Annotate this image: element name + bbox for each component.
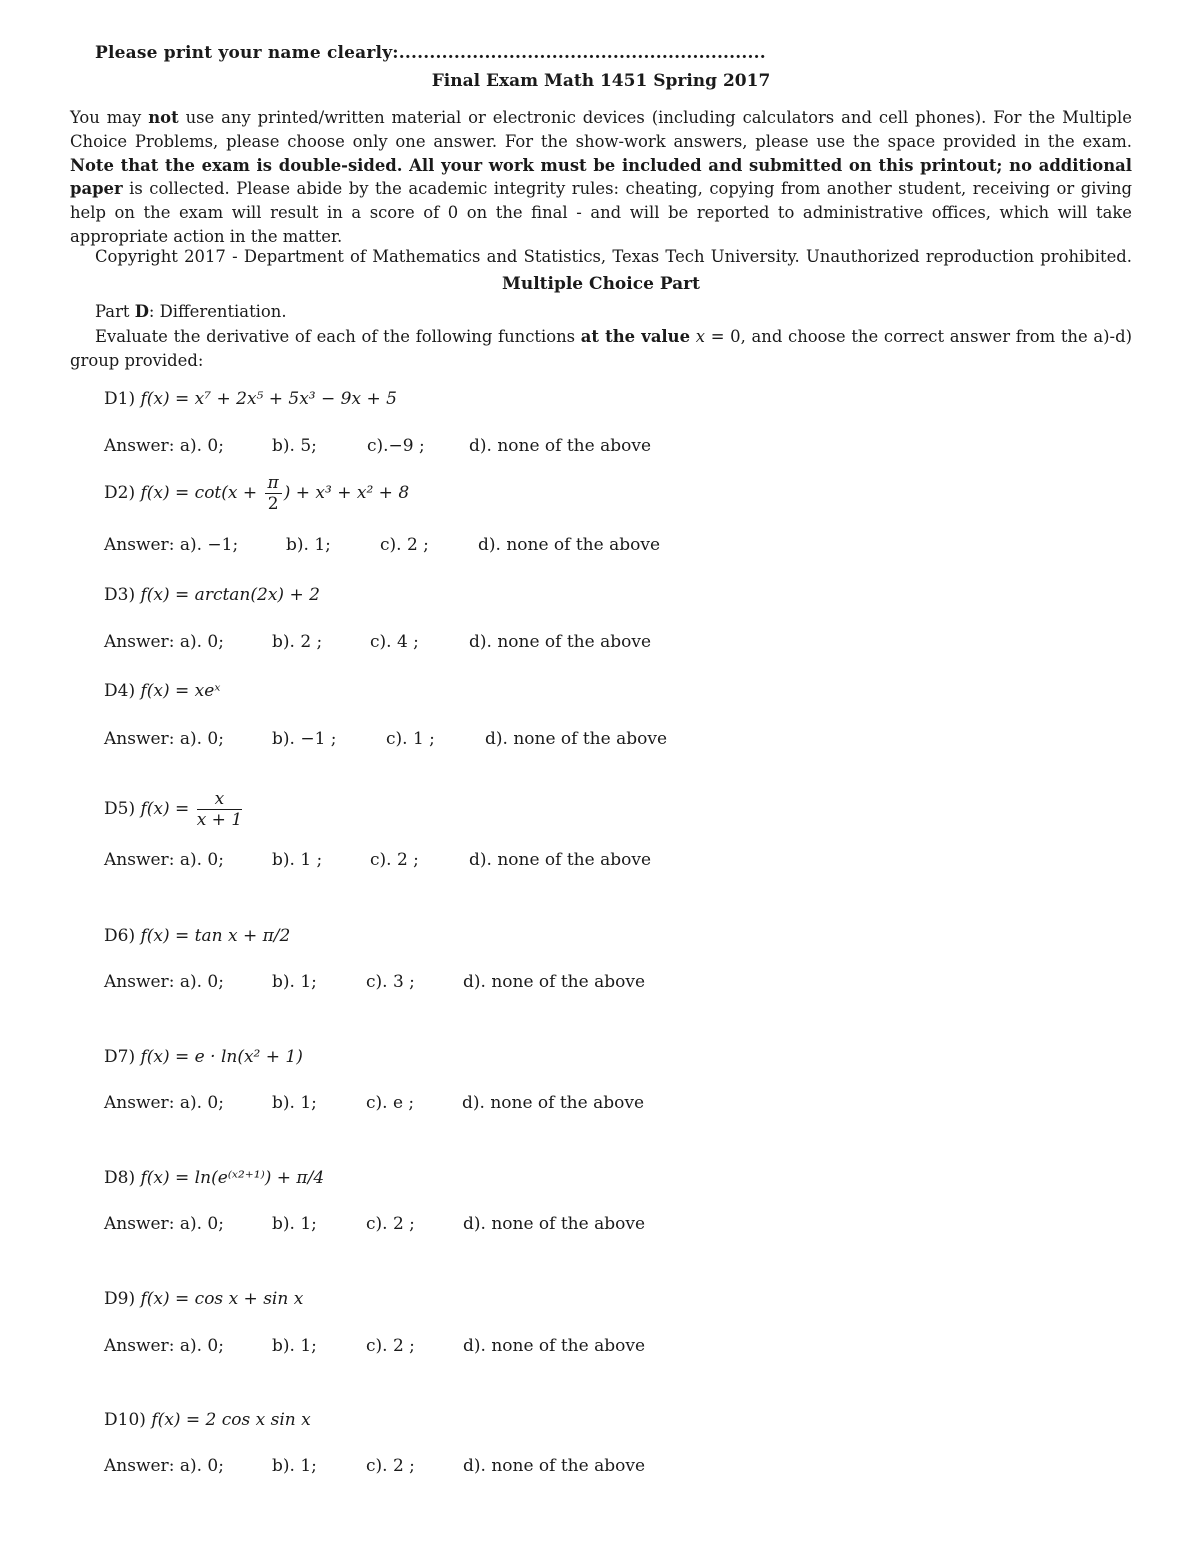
problem-formula: f(x) = e · ln(x² + 1) (140, 1047, 303, 1067)
fraction (197, 790, 242, 829)
problem-formula: f(x) = x⁷ + 2x⁵ + 5x³ − 9x + 5 (140, 389, 397, 409)
answer-option-a[interactable]: Answer: a). −1; (104, 535, 239, 555)
problem-formula: f(x) = 2 cos x sin x (151, 1410, 311, 1430)
answer-option-d[interactable]: d). none of the above (462, 1093, 645, 1113)
problem-d10 (104, 1410, 311, 1430)
answer-option-b[interactable]: b). 1; (272, 1336, 317, 1356)
problem-formula: f(x) = xeˣ (140, 681, 221, 701)
answer-option-c[interactable]: c). 2 ; (366, 1336, 415, 1356)
answer-d10 (104, 1456, 645, 1476)
answer-option-a[interactable]: Answer: a). 0; (104, 1214, 224, 1234)
problem-label: D7) (104, 1047, 136, 1067)
exam-title: Final Exam Math 1451 Spring 2017 (431, 71, 771, 91)
answer-option-d[interactable]: d). none of the above (469, 632, 652, 652)
answer-option-c[interactable]: c). 4 ; (370, 632, 419, 652)
problem-label: D2) (104, 483, 136, 503)
directions-bold: at the value (580, 327, 691, 346)
name-prompt-label: Please print your name clearly: (95, 43, 399, 63)
answer-option-d[interactable]: d). none of the above (463, 1214, 646, 1234)
answer-option-a[interactable]: Answer: a). 0; (104, 1336, 224, 1356)
problem-label: D10) (104, 1410, 146, 1430)
answer-d5 (104, 850, 651, 870)
problem-d8 (104, 1168, 324, 1188)
problem-d5 (104, 790, 244, 829)
fraction-denominator: x + 1 (196, 810, 243, 830)
problem-formula-start: f(x) = (140, 799, 195, 819)
answer-option-b[interactable]: b). −1 ; (272, 729, 337, 749)
directions-text-2: = 0, and choose the correct answer from the a)-d) group provided: (70, 327, 1132, 370)
problem-d9 (104, 1289, 303, 1309)
problem-label: D3) (104, 585, 136, 605)
instructions-text-3: is collected. Please abide by the academic integrity rules: cheating, copying from another student, receiving or giving help on the exam will result in a score of 0 on the final - and will be reported to administrative offices, which will take appropriate action in the matter. (70, 179, 1132, 246)
answer-option-b[interactable]: b). 1; (272, 1456, 317, 1476)
answer-option-b[interactable]: b). 2 ; (272, 632, 323, 652)
answer-option-d[interactable]: d). none of the above (485, 729, 668, 749)
fraction-denominator: 2 (267, 494, 279, 514)
problem-formula-start: f(x) = cot(x + (140, 483, 263, 503)
directions-text: Evaluate the derivative of each of the following functions (95, 327, 581, 346)
answer-option-c[interactable]: c). 2 ; (370, 850, 419, 870)
answer-option-b[interactable]: b). 1; (272, 972, 317, 992)
name-blank-line: ............................................................ (398, 43, 766, 63)
directions-var: x (695, 327, 705, 346)
answer-option-b[interactable]: b). 1; (272, 1214, 317, 1234)
problem-formula: f(x) = ln(e⁽ˣ²⁺¹⁾) + π/4 (140, 1168, 325, 1188)
answer-d1 (104, 436, 651, 456)
copyright-notice: Copyright 2017 - Department of Mathematics and Statistics, Texas Tech University. Unauthorized reproduction prohibited. (95, 247, 1132, 266)
problem-label: D5) (104, 799, 136, 819)
problem-formula: f(x) = cos x + sin x (140, 1289, 304, 1309)
problem-formula: f(x) = tan x + π/2 (140, 926, 291, 946)
problem-label: D1) (104, 389, 136, 409)
fraction-numerator: x (197, 790, 242, 810)
fraction (265, 474, 282, 513)
answer-option-a[interactable]: Answer: a). 0; (104, 632, 224, 652)
problem-label: D8) (104, 1168, 136, 1188)
instructions-not: not (148, 108, 179, 127)
problem-formula: f(x) = arctan(2x) + 2 (140, 585, 320, 605)
answer-option-c[interactable]: c). 3 ; (366, 972, 415, 992)
directions (70, 325, 1132, 373)
answer-option-d[interactable]: d). none of the above (463, 1456, 646, 1476)
instructions-text: You may (70, 108, 149, 127)
answer-option-a[interactable]: Answer: a). 0; (104, 729, 224, 749)
answer-option-d[interactable]: d). none of the above (463, 972, 646, 992)
answer-d7 (104, 1093, 644, 1113)
answer-option-c[interactable]: c).−9 ; (367, 436, 425, 456)
answer-d3 (104, 632, 651, 652)
answer-option-a[interactable]: Answer: a). 0; (104, 850, 224, 870)
answer-option-b[interactable]: b). 1 ; (272, 850, 323, 870)
fraction-numerator: π (265, 474, 282, 494)
part-letter: D (134, 302, 149, 321)
problem-label: D9) (104, 1289, 136, 1309)
answer-option-a[interactable]: Answer: a). 0; (104, 1456, 224, 1476)
problem-formula-end: ) + x³ + x² + 8 (283, 483, 410, 503)
answer-option-c[interactable]: c). 2 ; (366, 1214, 415, 1234)
answer-option-c[interactable]: c). 2 ; (366, 1456, 415, 1476)
answer-d6 (104, 972, 645, 992)
instructions-paragraph (70, 106, 1132, 249)
answer-option-a[interactable]: Answer: a). 0; (104, 972, 224, 992)
answer-option-a[interactable]: Answer: a). 0; (104, 1093, 224, 1113)
problem-d4 (104, 681, 220, 701)
part-prefix: Part (95, 302, 135, 321)
section-title: Multiple Choice Part (502, 274, 700, 294)
answer-option-d[interactable]: d). none of the above (478, 535, 661, 555)
part-label (95, 302, 287, 321)
answer-d2 (104, 535, 660, 555)
answer-option-a[interactable]: Answer: a). 0; (104, 436, 224, 456)
answer-option-c[interactable]: c). 1 ; (386, 729, 435, 749)
name-prompt (95, 43, 766, 63)
answer-option-b[interactable]: b). 5; (272, 436, 317, 456)
answer-option-b[interactable]: b). 1; (272, 1093, 317, 1113)
answer-option-d[interactable]: d). none of the above (463, 1336, 646, 1356)
problem-label: D6) (104, 926, 136, 946)
answer-d8 (104, 1214, 645, 1234)
answer-d9 (104, 1336, 645, 1356)
part-name: : Differentiation. (148, 302, 287, 321)
answer-option-b[interactable]: b). 1; (286, 535, 331, 555)
problem-d2 (104, 474, 409, 513)
answer-d4 (104, 729, 667, 749)
problem-d1 (104, 389, 397, 409)
problem-d6 (104, 926, 290, 946)
answer-option-d[interactable]: d). none of the above (469, 436, 652, 456)
instructions-bold: Note that the exam is double-sided. All your work must be included and submitted on this printout; no additional paper (70, 155, 1132, 199)
answer-option-c[interactable]: c). e ; (366, 1093, 415, 1113)
problem-d3 (104, 585, 320, 605)
instructions-text-2: use any printed/written material or electronic devices (including calculators and cell phones). For the Multiple Choice Problems, please choose only one answer. For the show-work answers, please use the space provided in the exam. (70, 108, 1132, 151)
answer-option-d[interactable]: d). none of the above (469, 850, 652, 870)
problem-d7 (104, 1047, 303, 1067)
answer-option-c[interactable]: c). 2 ; (380, 535, 429, 555)
problem-label: D4) (104, 681, 136, 701)
